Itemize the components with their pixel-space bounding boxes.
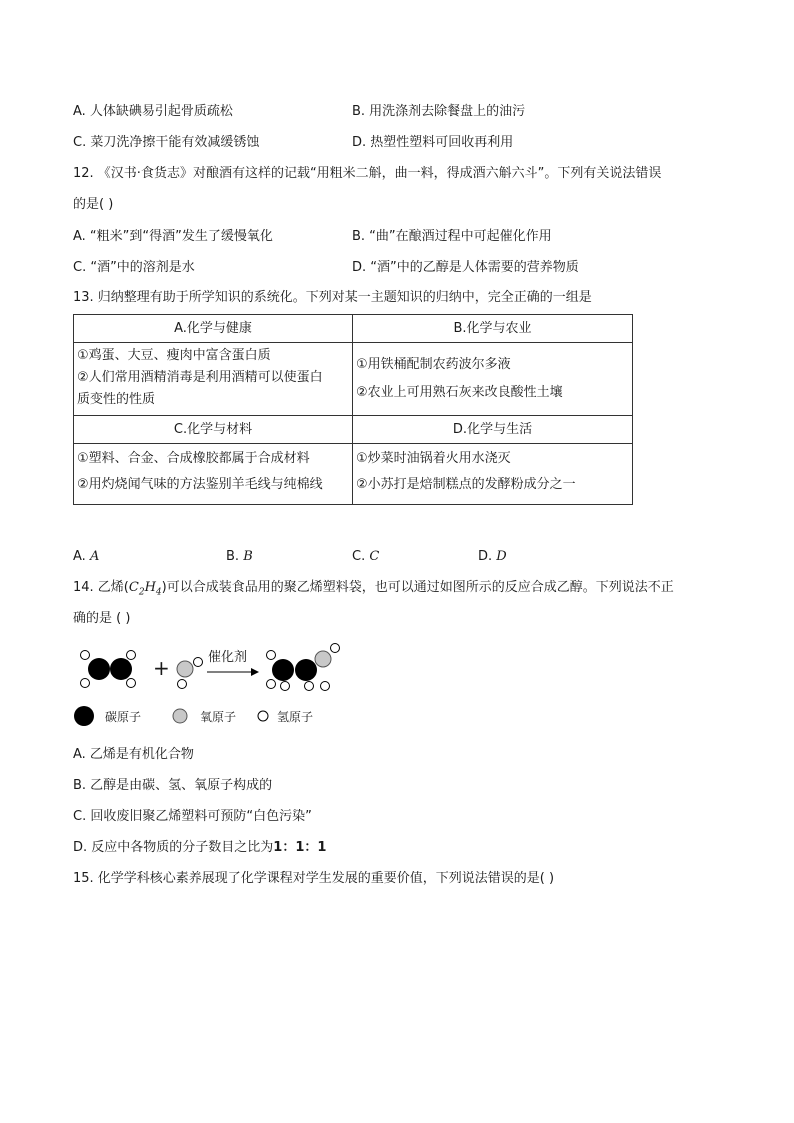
oxygen-atom (177, 661, 193, 677)
q14-option-a: A. 乙烯是有机化合物 (73, 747, 194, 762)
q13-option-a (73, 548, 99, 566)
q13-a-item2b: 质变性的性质 (77, 392, 156, 407)
carbon-atom (110, 658, 132, 680)
q13-option-c-value: C (369, 549, 380, 564)
hydrogen-atom (81, 679, 90, 688)
q14-option-c: C. 回收废旧聚乙烯塑料可预防“白色污染” (73, 809, 312, 824)
q11-option-d: D. 热塑性塑料可回收再利用 (352, 135, 514, 150)
hydrogen-atom (281, 682, 290, 691)
q14-formula-h: H (144, 580, 156, 595)
oxygen-atom (315, 651, 331, 667)
q14-formula-c: C (128, 580, 139, 595)
q14-option-d-text: D. 反应中各物质的分子数目之比为 (73, 840, 274, 855)
q14-stem-line1 (73, 579, 674, 602)
q12-stem-line1: 12. 《汉书·食货志》对酿酒有这样的记载“用粗米二斛，曲一料，得成酒六斛六斗”。下列有关说法错误 (73, 166, 662, 181)
hydrogen-atom (81, 651, 90, 660)
q13-option-b-prefix: B. (226, 549, 244, 564)
q13-c-item2: ②用灼烧闻气味的方法鉴别羊毛线与纯棉线 (77, 477, 323, 492)
hydrogen-atom (305, 682, 314, 691)
hydrogen-atom (267, 680, 276, 689)
carbon-atom (295, 659, 317, 681)
hydrogen-atom (267, 651, 276, 660)
q13-option-a-prefix: A. (73, 549, 90, 564)
legend-oxygen-label: 氧原子 (200, 710, 237, 724)
q11-option-b: B. 用洗涤剂去除餐盘上的油污 (352, 104, 526, 119)
hydrogen-atom (178, 680, 187, 689)
hydrogen-atom (194, 658, 203, 667)
q13-a-item1: ①鸡蛋、大豆、瘦肉中富含蛋白质 (77, 348, 271, 363)
legend-hydrogen-icon (258, 711, 268, 721)
plus-sign: + (153, 656, 170, 680)
carbon-atom (88, 658, 110, 680)
q12-stem-line2: 的是( ) (73, 197, 114, 212)
q14-option-d (73, 839, 326, 857)
q11-option-c: C. 菜刀洗净擦干能有效减缓锈蚀 (73, 135, 260, 150)
catalyst-label: 催化剂 (208, 650, 248, 665)
q13-d-item2: ②小苏打是焙制糕点的发酵粉成分之一 (356, 477, 576, 492)
q14-formula-sub4: 4 (155, 587, 162, 598)
q14-reaction-diagram (73, 640, 373, 735)
q13-option-b-value: B (243, 549, 253, 564)
ethanol-molecule (267, 644, 340, 691)
q13-option-c-prefix: C. (352, 549, 370, 564)
q13-cell-b-title: B.化学与农业 (353, 315, 633, 343)
q13-c-item1: ①塑料、合金、合成橡胶都属于合成材料 (77, 451, 310, 466)
arrow-head-icon (251, 668, 259, 676)
q14-stem-pre: 14. 乙烯( (73, 580, 129, 595)
q13-option-b (226, 548, 253, 566)
q13-option-d-prefix: D. (478, 549, 497, 564)
ethylene-molecule (81, 651, 136, 688)
q13-cell-a-title: A.化学与健康 (74, 315, 353, 343)
q13-a-item2a: ②人们常用酒精消毒是利用酒精可以使蛋白 (77, 370, 323, 385)
legend-carbon-icon (74, 706, 94, 726)
q13-cell-b-body (353, 343, 633, 416)
q13-cell-c-title: C.化学与材料 (74, 416, 353, 444)
q14-formula-sub2: 2 (138, 587, 145, 598)
q13-b-item2: ②农业上可用熟石灰来改良酸性土壤 (356, 385, 563, 400)
q13-b-item1: ①用铁桶配制农药波尔多液 (356, 357, 511, 372)
q13-cell-d-body (353, 444, 633, 505)
q12-option-d: D. “酒”中的乙醇是人体需要的营养物质 (352, 260, 579, 275)
hydrogen-atom (127, 651, 136, 660)
legend-carbon-label: 碳原子 (105, 710, 142, 724)
q15-stem: 15. 化学学科核心素养展现了化学课程对学生发展的重要价值，下列说法错误的是( ) (73, 871, 555, 886)
q13-option-a-value: A (89, 549, 100, 564)
carbon-atom (272, 659, 294, 681)
q13-cell-a-body (74, 343, 353, 416)
q12-option-a: A. “粗米”到“得酒”发生了缓慢氧化 (73, 229, 273, 244)
q14-stem-line2: 确的是 ( ) (73, 611, 131, 626)
q12-option-b: B. “曲”在酿酒过程中可起催化作用 (352, 229, 552, 244)
legend-hydrogen-label: 氢原子 (277, 710, 314, 724)
hydrogen-atom (331, 644, 340, 653)
q13-cell-c-body (74, 444, 353, 505)
legend-oxygen-icon (173, 709, 187, 723)
q13-option-c (352, 548, 379, 566)
hydrogen-atom (321, 682, 330, 691)
q13-stem: 13. 归纳整理有助于所学知识的系统化。下列对某一主题知识的归纳中，完全正确的一组是 (73, 290, 592, 305)
q13-cell-d-title: D.化学与生活 (353, 416, 633, 444)
q13-option-d (478, 548, 507, 566)
q13-d-item1: ①炒菜时油锅着火用水浇灭 (356, 451, 511, 466)
q12-option-c: C. “酒”中的溶剂是水 (73, 260, 195, 275)
q13-table (73, 314, 633, 505)
q14-option-d-ratio: 1：1：1 (273, 840, 327, 855)
q13-option-d-value: D (496, 549, 507, 564)
water-molecule (177, 658, 203, 689)
q14-stem-post: )可以合成装食品用的聚乙烯塑料袋，也可以通过如图所示的反应合成乙醇。下列说法不正 (161, 580, 674, 595)
atom-legend (74, 706, 313, 726)
hydrogen-atom (127, 679, 136, 688)
q14-option-b: B. 乙醇是由碳、氢、氧原子构成的 (73, 778, 273, 793)
q11-option-a: A. 人体缺碘易引起骨质疏松 (73, 104, 233, 119)
